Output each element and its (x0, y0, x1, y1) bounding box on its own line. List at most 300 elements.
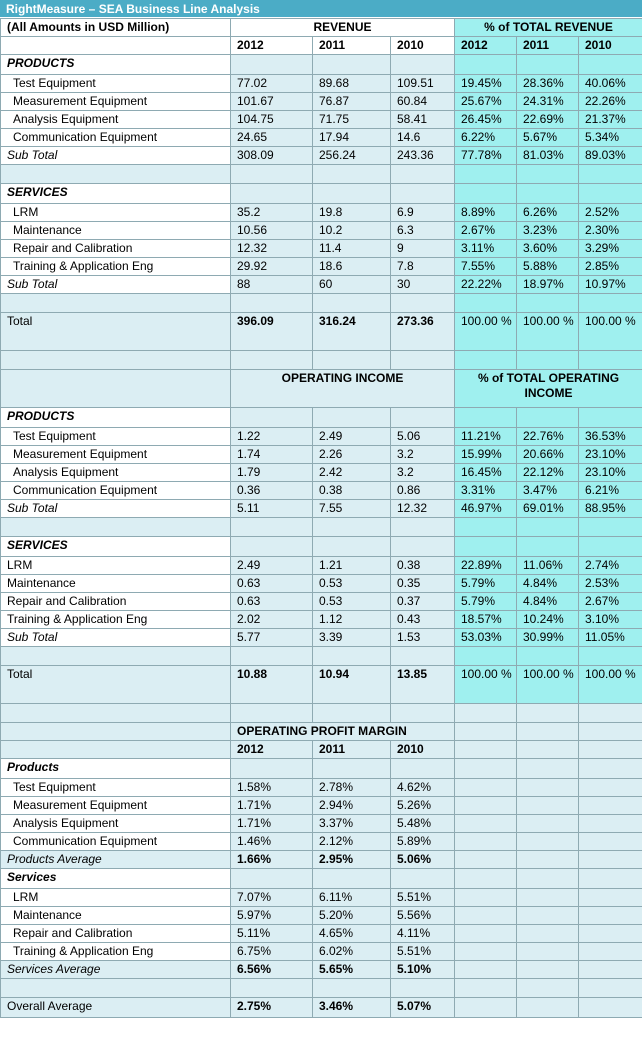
blank-cell (313, 869, 391, 889)
blank-cell (455, 723, 517, 741)
row-label: Communication Equipment (1, 482, 231, 500)
blank-cell (1, 165, 231, 184)
percent-cell: 3.60% (517, 240, 579, 258)
blank-cell (579, 979, 642, 998)
data-row (1, 500, 642, 518)
value-cell: 316.24 (313, 313, 391, 351)
blank-cell (231, 979, 313, 998)
value-cell: 3.46% (313, 998, 391, 1018)
blank-cell (231, 518, 313, 537)
blank-cell (517, 184, 579, 204)
value-cell: 12.32 (391, 500, 455, 518)
section-header (1, 184, 642, 204)
blank-cell (1, 704, 231, 723)
blank-row (1, 294, 642, 313)
blank-cell (455, 979, 517, 998)
blank-cell (579, 723, 642, 741)
data-row (1, 961, 642, 979)
blank-cell (391, 408, 455, 428)
blank-cell (517, 833, 579, 851)
blank-cell (1, 723, 231, 741)
data-row (1, 147, 642, 165)
percent-cell: 28.36% (517, 75, 579, 93)
percent-cell: 81.03% (517, 147, 579, 165)
value-cell: 1.22 (231, 428, 313, 446)
value-cell: 256.24 (313, 147, 391, 165)
row-label: Training & Application Eng (1, 943, 231, 961)
blank-cell (517, 647, 579, 666)
section-header (1, 759, 642, 779)
section-label: SERVICES (1, 184, 231, 204)
value-cell: 5.20% (313, 907, 391, 925)
blank-cell (579, 851, 642, 869)
percent-cell: 46.97% (455, 500, 517, 518)
percent-cell: 3.47% (517, 482, 579, 500)
blank-cell (313, 55, 391, 75)
value-cell: 1.12 (313, 611, 391, 629)
percent-cell: 4.84% (517, 575, 579, 593)
blank-cell (231, 704, 313, 723)
value-cell: 2.78% (313, 779, 391, 797)
blank-cell (579, 925, 642, 943)
data-row (1, 943, 642, 961)
blank-cell (231, 647, 313, 666)
data-row (1, 75, 642, 93)
blank-cell (313, 294, 391, 313)
value-cell: 0.53 (313, 593, 391, 611)
value-cell: 14.6 (391, 129, 455, 147)
blank-cell (579, 869, 642, 889)
margin-header: OPERATING PROFIT MARGIN (231, 723, 455, 741)
blank-cell (517, 889, 579, 907)
row-label: Measurement Equipment (1, 93, 231, 111)
value-cell: 5.06 (391, 428, 455, 446)
row-label: Repair and Calibration (1, 240, 231, 258)
percent-cell: 5.79% (455, 593, 517, 611)
blank-cell (455, 869, 517, 889)
percent-cell: 100.00 % (517, 313, 579, 351)
row-label: Total (1, 666, 231, 704)
value-cell: 10.56 (231, 222, 313, 240)
value-cell: 5.51% (391, 889, 455, 907)
row-label: Maintenance (1, 222, 231, 240)
blank-cell (579, 408, 642, 428)
percent-cell: 100.00 % (455, 666, 517, 704)
value-cell: 4.65% (313, 925, 391, 943)
blank-cell (391, 647, 455, 666)
value-cell: 0.63 (231, 575, 313, 593)
row-label: Sub Total (1, 147, 231, 165)
percent-cell: 22.26% (579, 93, 642, 111)
blank-cell (455, 907, 517, 925)
blank-cell (579, 759, 642, 779)
blank-cell (455, 833, 517, 851)
percent-cell: 24.31% (517, 93, 579, 111)
blank-cell (579, 889, 642, 907)
value-cell: 2.49 (313, 428, 391, 446)
sheet-title: RightMeasure – SEA Business Line Analysis (0, 0, 642, 18)
blank-cell (455, 184, 517, 204)
percent-cell: 25.67% (455, 93, 517, 111)
percent-cell: 3.31% (455, 482, 517, 500)
blank-cell (391, 351, 455, 370)
percent-cell: 16.45% (455, 464, 517, 482)
data-row (1, 276, 642, 294)
value-cell: 396.09 (231, 313, 313, 351)
value-cell: 1.74 (231, 446, 313, 464)
blank-cell (579, 537, 642, 557)
blank-cell (579, 704, 642, 723)
blank-cell (231, 294, 313, 313)
value-cell: 5.11% (231, 925, 313, 943)
blank-cell (1, 979, 231, 998)
oi-header-row (1, 370, 642, 408)
percent-cell: 69.01% (517, 500, 579, 518)
percent-cell: 4.84% (517, 593, 579, 611)
year-header: 2011 (517, 37, 579, 55)
row-label: Services Average (1, 961, 231, 979)
data-row (1, 240, 642, 258)
blank-cell (517, 759, 579, 779)
blank-cell (391, 518, 455, 537)
section-label: SERVICES (1, 537, 231, 557)
blank-row (1, 647, 642, 666)
blank-cell (455, 537, 517, 557)
blank-cell (517, 741, 579, 759)
percent-cell: 2.53% (579, 575, 642, 593)
value-cell: 6.02% (313, 943, 391, 961)
blank-cell (455, 408, 517, 428)
percent-cell: 2.30% (579, 222, 642, 240)
blank-cell (1, 647, 231, 666)
row-label: LRM (1, 889, 231, 907)
blank-cell (517, 55, 579, 75)
blank-cell (231, 184, 313, 204)
blank-cell (455, 351, 517, 370)
data-row (1, 222, 642, 240)
blank-cell (455, 961, 517, 979)
percent-cell: 2.67% (579, 593, 642, 611)
percent-cell: 22.69% (517, 111, 579, 129)
percent-cell: 77.78% (455, 147, 517, 165)
blank-cell (517, 704, 579, 723)
percent-cell: 11.21% (455, 428, 517, 446)
year-header: 2010 (579, 37, 642, 55)
blank-cell (313, 518, 391, 537)
blank-cell (231, 759, 313, 779)
data-row (1, 258, 642, 276)
value-cell: 5.56% (391, 907, 455, 925)
percent-cell: 40.06% (579, 75, 642, 93)
blank-cell (1, 518, 231, 537)
blank-cell (455, 759, 517, 779)
blank-cell (455, 741, 517, 759)
row-label: Maintenance (1, 575, 231, 593)
data-row (1, 313, 642, 351)
blank-row (1, 704, 642, 723)
blank-cell (455, 165, 517, 184)
value-cell: 4.62% (391, 779, 455, 797)
data-row (1, 907, 642, 925)
value-cell: 88 (231, 276, 313, 294)
value-cell: 104.75 (231, 111, 313, 129)
data-row (1, 111, 642, 129)
data-row (1, 666, 642, 704)
value-cell: 35.2 (231, 204, 313, 222)
data-row (1, 629, 642, 647)
data-row (1, 446, 642, 464)
blank-cell (579, 943, 642, 961)
row-label: Products Average (1, 851, 231, 869)
year-header: 2010 (391, 37, 455, 55)
value-cell: 1.21 (313, 557, 391, 575)
section-label: PRODUCTS (1, 408, 231, 428)
blank-cell (1, 351, 231, 370)
percent-cell: 5.79% (455, 575, 517, 593)
revenue-header: REVENUE (231, 19, 455, 37)
value-cell: 11.4 (313, 240, 391, 258)
percent-cell: 22.89% (455, 557, 517, 575)
value-cell: 12.32 (231, 240, 313, 258)
blank-cell (391, 979, 455, 998)
blank-cell (391, 294, 455, 313)
percent-cell: 11.05% (579, 629, 642, 647)
blank-cell (579, 165, 642, 184)
percent-cell: 2.74% (579, 557, 642, 575)
value-cell: 6.11% (313, 889, 391, 907)
blank-row (1, 351, 642, 370)
row-label: Analysis Equipment (1, 815, 231, 833)
value-cell: 5.65% (313, 961, 391, 979)
value-cell: 5.07% (391, 998, 455, 1018)
percent-cell: 2.52% (579, 204, 642, 222)
percent-cell: 3.29% (579, 240, 642, 258)
revenue-pct-header: % of TOTAL REVENUE (455, 19, 642, 37)
blank-cell (517, 907, 579, 925)
percent-cell: 26.45% (455, 111, 517, 129)
data-row (1, 482, 642, 500)
value-cell: 243.36 (391, 147, 455, 165)
margin-year-row (1, 741, 642, 759)
value-cell: 308.09 (231, 147, 313, 165)
year-header: 2010 (391, 741, 455, 759)
value-cell: 76.87 (313, 93, 391, 111)
value-cell: 10.94 (313, 666, 391, 704)
blank-cell (231, 55, 313, 75)
value-cell: 5.89% (391, 833, 455, 851)
row-label: Total (1, 313, 231, 351)
blank-cell (517, 961, 579, 979)
percent-cell: 8.89% (455, 204, 517, 222)
data-row (1, 797, 642, 815)
value-cell: 60.84 (391, 93, 455, 111)
value-cell: 0.43 (391, 611, 455, 629)
data-row (1, 779, 642, 797)
value-cell: 5.06% (391, 851, 455, 869)
blank-cell (517, 925, 579, 943)
percent-cell: 5.67% (517, 129, 579, 147)
value-cell: 101.67 (231, 93, 313, 111)
data-row (1, 611, 642, 629)
section-label: Products (1, 759, 231, 779)
row-label: Communication Equipment (1, 833, 231, 851)
blank-cell (391, 165, 455, 184)
value-cell: 3.39 (313, 629, 391, 647)
blank-cell (313, 704, 391, 723)
blank-cell (579, 815, 642, 833)
blank-row (1, 518, 642, 537)
percent-cell: 21.37% (579, 111, 642, 129)
value-cell: 30 (391, 276, 455, 294)
value-cell: 0.38 (391, 557, 455, 575)
value-cell: 1.46% (231, 833, 313, 851)
operating-income-header: OPERATING INCOME (231, 370, 455, 408)
row-label: Communication Equipment (1, 129, 231, 147)
blank-cell (579, 55, 642, 75)
value-cell: 0.38 (313, 482, 391, 500)
percent-cell: 6.21% (579, 482, 642, 500)
percent-cell: 100.00 % (517, 666, 579, 704)
blank-cell (231, 869, 313, 889)
blank-cell (579, 797, 642, 815)
blank-cell (517, 869, 579, 889)
row-label: Sub Total (1, 500, 231, 518)
percent-cell: 6.26% (517, 204, 579, 222)
value-cell: 58.41 (391, 111, 455, 129)
year-header: 2011 (313, 741, 391, 759)
value-cell: 2.26 (313, 446, 391, 464)
blank-cell (231, 351, 313, 370)
blank-cell (231, 408, 313, 428)
percent-cell: 15.99% (455, 446, 517, 464)
percent-cell: 5.88% (517, 258, 579, 276)
value-cell: 5.48% (391, 815, 455, 833)
percent-cell: 11.06% (517, 557, 579, 575)
row-label: Training & Application Eng (1, 258, 231, 276)
blank-cell (517, 943, 579, 961)
data-row (1, 593, 642, 611)
data-row (1, 428, 642, 446)
row-label: Overall Average (1, 998, 231, 1018)
percent-cell: 22.76% (517, 428, 579, 446)
percent-cell: 19.45% (455, 75, 517, 93)
value-cell: 3.2 (391, 446, 455, 464)
percent-cell: 3.23% (517, 222, 579, 240)
value-cell: 0.53 (313, 575, 391, 593)
section-label: PRODUCTS (1, 55, 231, 75)
row-label: Measurement Equipment (1, 446, 231, 464)
percent-cell: 36.53% (579, 428, 642, 446)
row-label: Analysis Equipment (1, 464, 231, 482)
margin-header-row (1, 723, 642, 741)
percent-cell: 7.55% (455, 258, 517, 276)
data-row (1, 998, 642, 1018)
data-row (1, 464, 642, 482)
blank-cell (579, 741, 642, 759)
year-header: 2012 (231, 741, 313, 759)
section-header (1, 55, 642, 75)
blank-cell (579, 351, 642, 370)
blank-cell (455, 998, 517, 1018)
percent-cell: 22.12% (517, 464, 579, 482)
value-cell: 3.2 (391, 464, 455, 482)
value-cell: 2.94% (313, 797, 391, 815)
value-cell: 6.56% (231, 961, 313, 979)
blank-cell (391, 55, 455, 75)
blank-row (1, 165, 642, 184)
percent-cell: 18.57% (455, 611, 517, 629)
percent-cell: 53.03% (455, 629, 517, 647)
value-cell: 5.11 (231, 500, 313, 518)
value-cell: 7.8 (391, 258, 455, 276)
blank-cell (455, 779, 517, 797)
percent-cell: 2.67% (455, 222, 517, 240)
percent-cell: 23.10% (579, 446, 642, 464)
blank-cell (231, 165, 313, 184)
percent-cell: 89.03% (579, 147, 642, 165)
value-cell: 5.10% (391, 961, 455, 979)
value-cell: 6.75% (231, 943, 313, 961)
row-label: Test Equipment (1, 428, 231, 446)
value-cell: 10.2 (313, 222, 391, 240)
value-cell: 2.42 (313, 464, 391, 482)
year-header: 2012 (455, 37, 517, 55)
row-label: Repair and Calibration (1, 925, 231, 943)
blank-cell (391, 537, 455, 557)
percent-cell: 100.00 % (579, 666, 642, 704)
percent-cell: 10.24% (517, 611, 579, 629)
blank-cell (455, 294, 517, 313)
blank-cell (517, 797, 579, 815)
blank-cell (579, 907, 642, 925)
units-note: (All Amounts in USD Million) (1, 19, 231, 37)
value-cell: 5.97% (231, 907, 313, 925)
percent-cell: 30.99% (517, 629, 579, 647)
blank-cell (313, 165, 391, 184)
value-cell: 18.6 (313, 258, 391, 276)
value-cell: 0.86 (391, 482, 455, 500)
percent-cell: 22.22% (455, 276, 517, 294)
blank-cell (579, 833, 642, 851)
data-row (1, 575, 642, 593)
value-cell: 9 (391, 240, 455, 258)
blank-cell (455, 851, 517, 869)
percent-cell: 3.11% (455, 240, 517, 258)
section-header (1, 408, 642, 428)
revenue-header-row (1, 19, 642, 37)
blank-cell (455, 647, 517, 666)
blank-cell (313, 647, 391, 666)
data-row (1, 833, 642, 851)
row-label: Test Equipment (1, 779, 231, 797)
section-header (1, 869, 642, 889)
business-line-table (0, 18, 642, 1018)
operating-income-pct-header: % of TOTAL OPERATING INCOME (455, 370, 642, 408)
blank-cell (517, 979, 579, 998)
blank-cell (517, 815, 579, 833)
blank-cell (455, 518, 517, 537)
value-cell: 5.51% (391, 943, 455, 961)
year-header: 2012 (231, 37, 313, 55)
blank-cell (455, 943, 517, 961)
blank-cell (517, 537, 579, 557)
value-cell: 1.79 (231, 464, 313, 482)
value-cell: 77.02 (231, 75, 313, 93)
value-cell: 3.37% (313, 815, 391, 833)
blank-cell (391, 184, 455, 204)
data-row (1, 557, 642, 575)
value-cell: 17.94 (313, 129, 391, 147)
